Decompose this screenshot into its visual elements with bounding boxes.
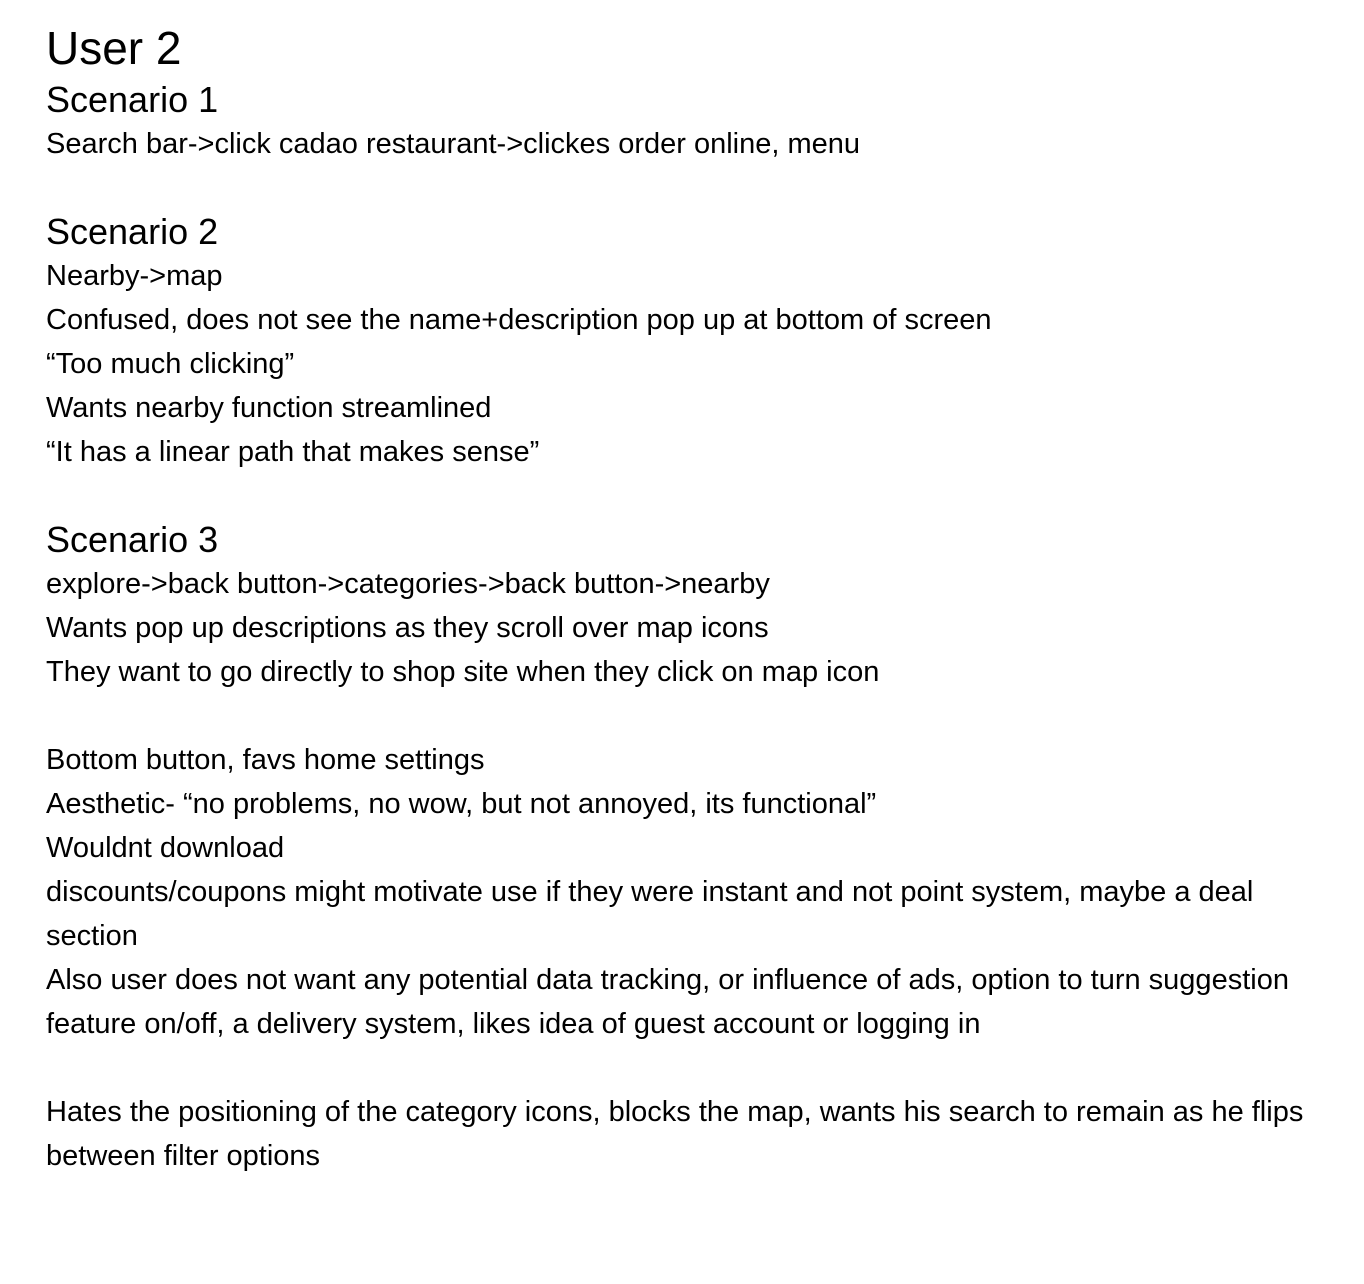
scenario-3-line: They want to go directly to shop site when they click on map icon (46, 656, 880, 688)
scenario-2-section (46, 210, 1336, 474)
note-line: discounts/coupons might motivate use if they were instant and not point system, maybe a deal section (46, 876, 1254, 952)
scenario-1-heading: Scenario 1 (46, 79, 219, 120)
scenario-2-heading: Scenario 2 (46, 211, 219, 252)
scenario-2-line: Wants nearby function streamlined (46, 392, 492, 424)
scenario-2-line: “It has a linear path that makes sense” (46, 436, 540, 468)
note-line: Bottom button, favs home settings (46, 744, 485, 776)
page-title: User 2 (46, 22, 182, 74)
scenario-3-heading: Scenario 3 (46, 519, 219, 560)
scenario-2-line: Confused, does not see the name+description pop up at bottom of screen (46, 304, 992, 336)
final-note-line: Hates the positioning of the category icons, blocks the map, wants his search to remain as he flips between filter options (46, 1096, 1304, 1172)
spacer (46, 1046, 1336, 1090)
scenario-1-line: Search bar->click cadao restaurant->clickes order online, menu (46, 128, 861, 160)
scenario-2-line: “Too much clicking” (46, 348, 295, 380)
scenario-3-line: Wants pop up descriptions as they scroll over map icons (46, 612, 769, 644)
scenario-1-section (46, 78, 1336, 166)
note-line: Wouldnt download (46, 832, 285, 864)
scenario-3-line: explore->back button->categories->back button->nearby (46, 568, 770, 600)
note-line: Also user does not want any potential data tracking, or influence of ads, option to turn suggestion feature on/off, a delivery system, likes idea of guest account or logging in (46, 964, 1289, 1040)
scenario-2-line: Nearby->map (46, 260, 223, 292)
scenario-3-section (46, 518, 1336, 694)
spacer (46, 474, 1336, 518)
notes-section (46, 738, 1336, 1046)
spacer (46, 694, 1336, 738)
note-line: Aesthetic- “no problems, no wow, but not annoyed, its functional” (46, 788, 877, 820)
spacer (46, 166, 1336, 210)
final-notes-section (46, 1090, 1336, 1178)
